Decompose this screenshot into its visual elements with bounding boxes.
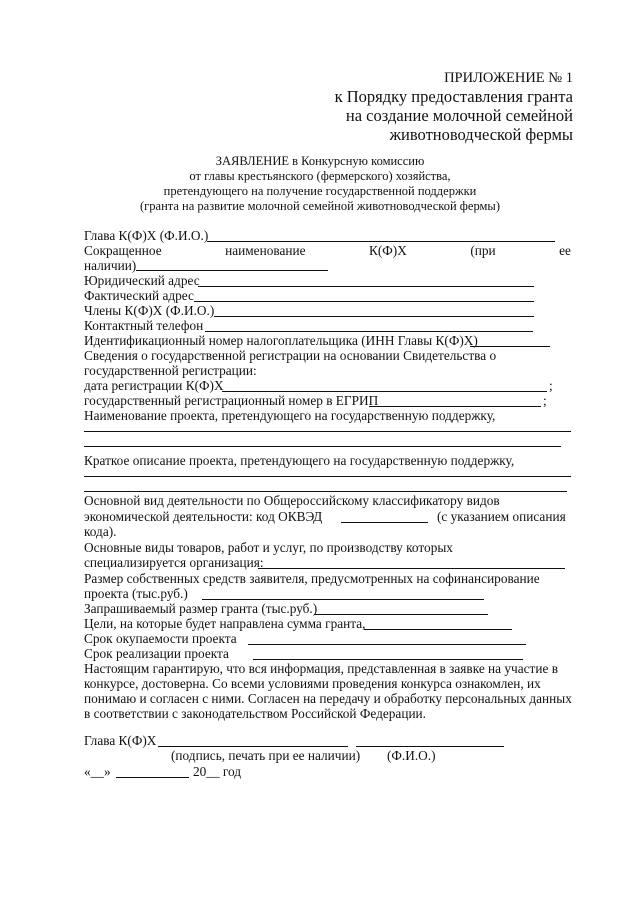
realization-input-line[interactable] [253,659,523,660]
reg-number-label: государственный регистрационный номер в ЕГРИП [84,393,379,408]
short-name-word: (при [470,243,496,258]
goals-input-line[interactable] [364,629,512,630]
okved-line-1: Основной вид деятельности по Общероссийскому классификатору видов [84,493,500,508]
semicolon: ; [549,378,553,393]
phone-label: Контактный телефон [84,318,204,333]
date-year: 20__ год [193,764,242,779]
actual-address-label: Фактический адрес [84,288,194,303]
short-name-input-line[interactable] [136,270,328,271]
title-line-4: (гранта на развитие молочной семейной животноводческой фермы) [139,199,500,213]
name-input-line[interactable] [356,746,504,747]
title-application: ЗАЯВЛЕНИЕ в Конкурсную комиссию [215,154,425,168]
guarantee-line-3: понимаю и согласен с ними. Согласен на передачу и обработку персональных данных [84,691,572,706]
members-input-line[interactable] [214,316,534,317]
project-desc-label: Краткое описание проекта, претендующего на государственную поддержку, [84,453,515,468]
payback-label: Срок окупаемости проекта [84,631,237,646]
short-name-word: Сокращенное [84,243,162,258]
okved-input-line[interactable] [341,522,428,523]
actual-address-input-line[interactable] [194,301,534,302]
realization-label: Срок реализации проекта [84,646,229,661]
reg-info-line-2: государственной регистрации: [84,363,257,378]
date-month-input-line[interactable] [116,777,189,778]
title-line-2: от главы крестьянского (фермерского) хозяйства, [189,169,451,183]
grant-size-label: Запрашиваемый размер гранта (тыс.руб.) [84,601,318,616]
goods-input-line[interactable] [258,568,565,569]
signature-caption: (подпись, печать при ее наличии) [171,748,361,763]
appendix-line-2: к Порядку предоставления гранта [334,87,573,106]
reg-date-label: дата регистрации К(Ф)Х [84,378,224,393]
appendix-line-3: на создание молочной семейной [345,106,573,125]
date-day: «__» [84,764,111,779]
okved-line-3: кода). [84,524,117,539]
goods-line-1: Основные виды товаров, работ и услуг, по производству которых [84,540,453,555]
project-name-input-line[interactable] [84,446,561,447]
legal-address-input-line[interactable] [198,286,534,287]
project-desc-input-line[interactable] [84,491,567,492]
project-desc-input-line[interactable] [84,476,571,477]
title-line-3: претендующего на получение государственной поддержки [163,184,477,198]
grant-size-input-line[interactable] [314,614,488,615]
reg-info-line-1: Сведения о государственной регистрации на основании Свидетельства о [84,348,497,363]
reg-number-input-line[interactable] [369,406,541,407]
short-name-label [84,243,571,258]
cofin-input-line[interactable] [202,599,484,600]
goods-line-2: специализируется организация: [84,555,264,570]
guarantee-line-2: конкурсе, достоверна. Со всеми условиями проведения конкурса ознакомлен, их [84,676,541,691]
reg-date-input-line[interactable] [222,391,547,392]
cofin-line-1: Размер собственных средств заявителя, предусмотренных на софинансирование [84,571,540,586]
goals-label: Цели, на которые будет направлена сумма гранта, [84,616,366,631]
cofin-line-2: проекта (тыс.руб.) [84,586,188,601]
short-name-cont: наличии) [84,258,137,273]
short-name-word: наименование [225,243,306,258]
guarantee-line-4: в соответствии с законодательством Российской Федерации. [84,706,426,721]
project-name-input-line[interactable] [84,431,571,432]
inn-input-line[interactable] [470,346,550,347]
legal-address-label: Юридический адрес [84,273,200,288]
head-input-line[interactable] [207,241,555,242]
appendix-line-4: животноводческой фермы [389,125,573,144]
head-label: Глава К(Ф)Х (Ф.И.О.) [84,228,209,243]
payback-input-line[interactable] [248,644,526,645]
phone-input-line[interactable] [205,331,533,332]
appendix-number: ПРИЛОЖЕНИЕ № 1 [444,70,573,86]
signature-input-line[interactable] [158,746,348,747]
okved-line-2-note: (с указанием описания [437,509,566,524]
short-name-word: ее [559,243,571,258]
name-caption: (Ф.И.О.) [387,748,436,763]
members-label: Члены К(Ф)Х (Ф.И.О.) [84,303,215,318]
semicolon: ; [543,393,547,408]
short-name-word: К(Ф)Х [368,243,407,258]
signature-head-label: Глава К(Ф)Х [84,733,157,748]
inn-label: Идентификационный номер налогоплательщика (ИНН Главы К(Ф)Х) [84,333,478,348]
guarantee-line-1: Настоящим гарантирую, что вся информация, представленная в заявке на участие в [84,661,558,676]
project-name-label: Наименование проекта, претендующего на государственную поддержку, [84,408,496,423]
okved-line-2: экономической деятельности: код ОКВЭД [84,509,323,524]
